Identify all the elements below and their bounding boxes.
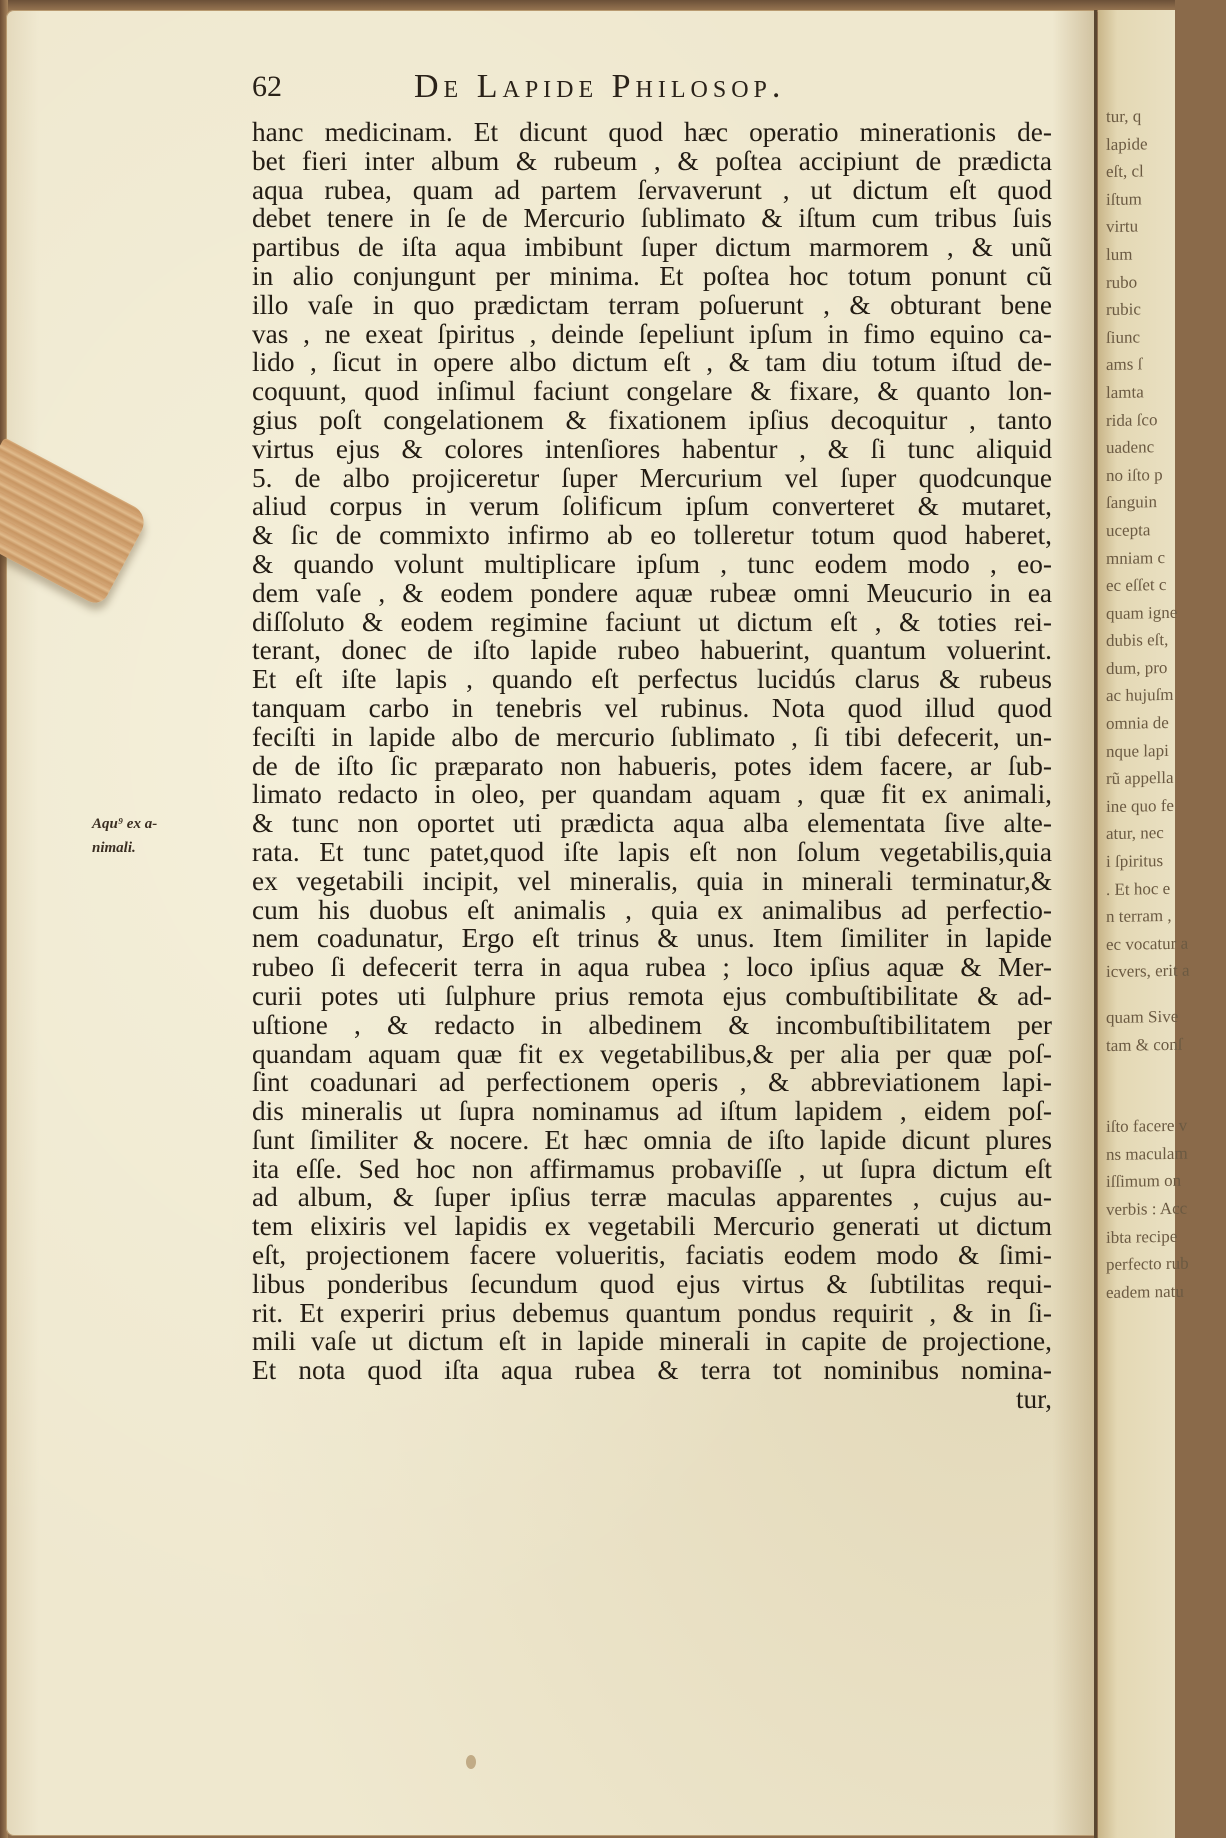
text-line: libus ponderibus ſecundum quod ejus virtus & ſubtilitas requi- <box>252 1268 1052 1299</box>
text-line: & quando volunt multiplicare ipſum , tunc eodem modo , eo- <box>252 548 1052 579</box>
catchword: tur, <box>1015 1384 1052 1415</box>
running-head <box>252 70 1092 114</box>
text-line: diſſoluto & eodem regimine faciunt ut dictum eſt , & toties rei- <box>252 606 1052 637</box>
facing-page-fragment: lum <box>1106 244 1133 265</box>
facing-page-fragment: rũ appella <box>1106 768 1174 789</box>
text-line: in alio conjungunt per minima. Et poſtea hoc totum ponunt cũ <box>252 260 1052 291</box>
facing-page-fragment: tam & conſ <box>1106 1034 1183 1055</box>
margin-note-line: nimali. <box>92 840 136 856</box>
facing-page-fragment: ſanguin <box>1106 492 1157 513</box>
facing-page-fragment: ec vocatur a <box>1106 933 1189 954</box>
page-number: 62 <box>252 70 282 103</box>
facing-page-fragment: quam Sive <box>1106 1006 1179 1028</box>
paper-stain <box>466 1755 476 1769</box>
spacer <box>1106 1075 1226 1095</box>
facing-page-fragment: dum, pro <box>1106 657 1168 678</box>
facing-page-fragment: iſtum <box>1106 189 1142 209</box>
text-line: rubeo ſi defecerit terra in aqua rubea ; loco ipſius aquæ & Mer- <box>252 952 1052 983</box>
facing-page-fragment: eſt, cl <box>1106 161 1144 182</box>
facing-page-fragment: quam igne <box>1106 602 1178 623</box>
facing-page-fragment: ns maculam <box>1106 1143 1188 1164</box>
text-line: uſtione , & redacto in albedinem & incombuſtibilitatem per <box>252 1009 1052 1040</box>
facing-page-fragment: ſiunc <box>1106 327 1140 347</box>
text-line: Et nota quod iſta aqua rubea & terra tot nominibus nomina- <box>252 1355 1052 1386</box>
text-line: ex vegetabili incipit, vel mineralis, quia in minerali terminatur,& <box>252 865 1052 896</box>
text-line: Et eſt iſte lapis , quando eſt perfectus lucidús clarus & rubeus <box>252 664 1052 695</box>
facing-page-fragment: ibta recipe <box>1106 1226 1178 1247</box>
text-line: partibus de iſta aqua imbibunt ſuper dictum marmorem , & unũ <box>252 232 1052 263</box>
text-line: illo vaſe in quo prædictam terram poſuerunt , & obturant bene <box>252 289 1052 320</box>
text-line: aqua rubea, quam ad partem ſervaverunt , ut dictum eſt quod <box>252 174 1052 205</box>
facing-page-fragment: omnia de <box>1106 713 1169 734</box>
text-line: curii potes uti ſulphure prius remota ejus combuſtibilitate & ad- <box>252 980 1052 1011</box>
text-line: lido , ſicut in opere albo dictum eſt , & tam diu totum iſtud de- <box>252 347 1052 378</box>
text-line: mili vaſe ut dictum eſt in lapide minerali in capite de projectione, <box>252 1326 1052 1357</box>
text-line: gius poſt congelationem & fixationem ipſius decoquitur , tanto <box>252 404 1052 435</box>
facing-page-fragment: perfecto rub <box>1106 1253 1189 1275</box>
facing-page-fragment: no iſto p <box>1106 464 1163 485</box>
text-line: 5. de albo projiceretur ſuper Mercurium vel ſuper quodcunque <box>252 462 1052 493</box>
facing-page-fragment: ec eſſet c <box>1106 575 1167 596</box>
text-line: nem coadunatur, Ergo eſt trinus & unus. Item ſimiliter in lapide <box>252 923 1052 954</box>
text-line: terant, donec de iſto lapide rubeo habuerint, quantum voluerint. <box>252 635 1052 666</box>
facing-page-fragment: rida ſco <box>1106 409 1158 430</box>
text-line: virtus ejus & colores intenſiores habentur , & ſi tunc aliquid <box>252 433 1052 464</box>
facing-page-fragment: rubo <box>1106 272 1138 292</box>
body-text <box>252 118 1052 1414</box>
facing-page-fragment: ac hujuſm <box>1106 685 1174 706</box>
spacer <box>1106 1057 1226 1077</box>
facing-page-edge <box>1098 10 1190 1838</box>
facing-page-fragment: n terram , <box>1106 906 1172 927</box>
text-line: rata. Et tunc patet,quod iſte lapis eſt non ſolum vegetabilis,quia <box>252 836 1052 867</box>
facing-page-fragment: nque lapi <box>1106 740 1169 761</box>
margin-note <box>92 812 222 860</box>
text-line: & ſic de commixto infirmo ab eo tolleretur totum quod haberet, <box>252 520 1052 551</box>
facing-page-fragment: iſto facere v <box>1106 1115 1188 1137</box>
facing-page-fragment: tur, q <box>1106 106 1142 127</box>
text-line: feciſti in lapide albo de mercurio ſublimato , ſi tibi defecerit, un- <box>252 721 1052 752</box>
text-line: eſt, projectionem facere volueritis, faciatis eodem modo & ſimi- <box>252 1240 1052 1271</box>
facing-page-fragment: i ſpiritus <box>1106 851 1164 872</box>
text-line: limato redacto in oleo, per quandam aquam , quæ fit ex animali, <box>252 779 1052 810</box>
text-line: ad album, & ſuper ipſius terræ maculas apparentes , cujus au- <box>252 1182 1052 1213</box>
text-line: ſunt ſimiliter & nocere. Et hæc omnia de iſto lapide dicunt plures <box>252 1124 1052 1155</box>
text-line: ita eſſe. Sed hoc non affirmamus probaviſſe , ut ſupra dictum eſt <box>252 1153 1052 1184</box>
text-line: bet fieri inter album & rubeum , & poſtea accipiunt de prædicta <box>252 145 1052 176</box>
facing-page-fragment: verbis : Acc <box>1106 1198 1188 1220</box>
facing-page-fragment: lapide <box>1106 133 1148 154</box>
text-line: aliud corpus in verum ſolificum ipſum converteret & mutaret, <box>252 491 1052 522</box>
text-line: ſint coadunari ad perfectionem operis , & abbreviationem lapi- <box>252 1067 1052 1098</box>
facing-page-fragment: rubic <box>1106 299 1141 320</box>
facing-page-fragment: uadenc <box>1106 437 1155 458</box>
text-line: debet tenere in ſe de Mercurio ſublimato & iſtum cum tribus ſuis <box>252 203 1052 234</box>
running-title: De Lapide Philosop. <box>414 68 786 105</box>
facing-page-text <box>1106 101 1226 1306</box>
text-line: tem elixiris vel lapidis ex vegetabili Mercurio generati ut dictum <box>252 1211 1052 1242</box>
facing-page-fragment: iſſimum on <box>1106 1171 1182 1192</box>
text-line: coquunt, quod inſimul faciunt congelare & fixare, & quanto lon- <box>252 376 1052 407</box>
text-line: dis mineralis ut ſupra nominamus ad iſtum lapidem , eidem poſ- <box>252 1096 1052 1127</box>
text-line: cum his duobus eſt animalis , quia ex animalibus ad perfectio- <box>252 894 1052 925</box>
text-line: hanc medicinam. Et dicunt quod hæc operatio minerationis de- <box>252 117 1052 147</box>
text-line: vas , ne exeat ſpiritus , deinde ſepeliunt ipſum in fimo equino ca- <box>252 318 1052 349</box>
text-line: dem vaſe , & eodem pondere aquæ rubeæ omni Meucurio in ea <box>252 577 1052 608</box>
margin-note-line: Aqu⁹ ex a- <box>92 816 158 832</box>
text-line: tanquam carbo in tenebris vel rubinus. Nota quod illud quod <box>252 692 1052 723</box>
facing-page-fragment: ams ſ <box>1106 354 1143 375</box>
facing-page-fragment: virtu <box>1106 216 1139 237</box>
spacer <box>1106 1093 1226 1113</box>
text-line: rit. Et experiri prius debemus quantum pondus requirit , & in ſi- <box>252 1297 1052 1328</box>
facing-page-fragment: eadem natu <box>1106 1281 1184 1302</box>
spacer <box>1106 984 1226 1004</box>
facing-page-fragment: atur, nec <box>1106 823 1164 844</box>
facing-page-fragment: lamta <box>1106 382 1144 402</box>
text-line: de de iſto ſic præparato non habueris, potes idem facere, ar ſub- <box>252 750 1052 781</box>
facing-page-fragment: mniam c <box>1106 547 1166 568</box>
facing-page-fragment: dubis eſt, <box>1106 630 1169 651</box>
gutter-line <box>1094 10 1097 1838</box>
facing-page-fragment: ine quo fe <box>1106 795 1174 816</box>
text-line: & tunc non oportet uti prædicta aqua alba elementata ſive alte- <box>252 808 1052 839</box>
text-line: quandam aquam quæ fit ex vegetabilibus,& per alia per quæ poſ- <box>252 1038 1052 1069</box>
facing-page-fragment: icvers, erit a <box>1106 960 1190 982</box>
facing-page-fragment: . Et hoc e <box>1106 878 1171 899</box>
facing-page-fragment: ucepta <box>1106 520 1151 540</box>
